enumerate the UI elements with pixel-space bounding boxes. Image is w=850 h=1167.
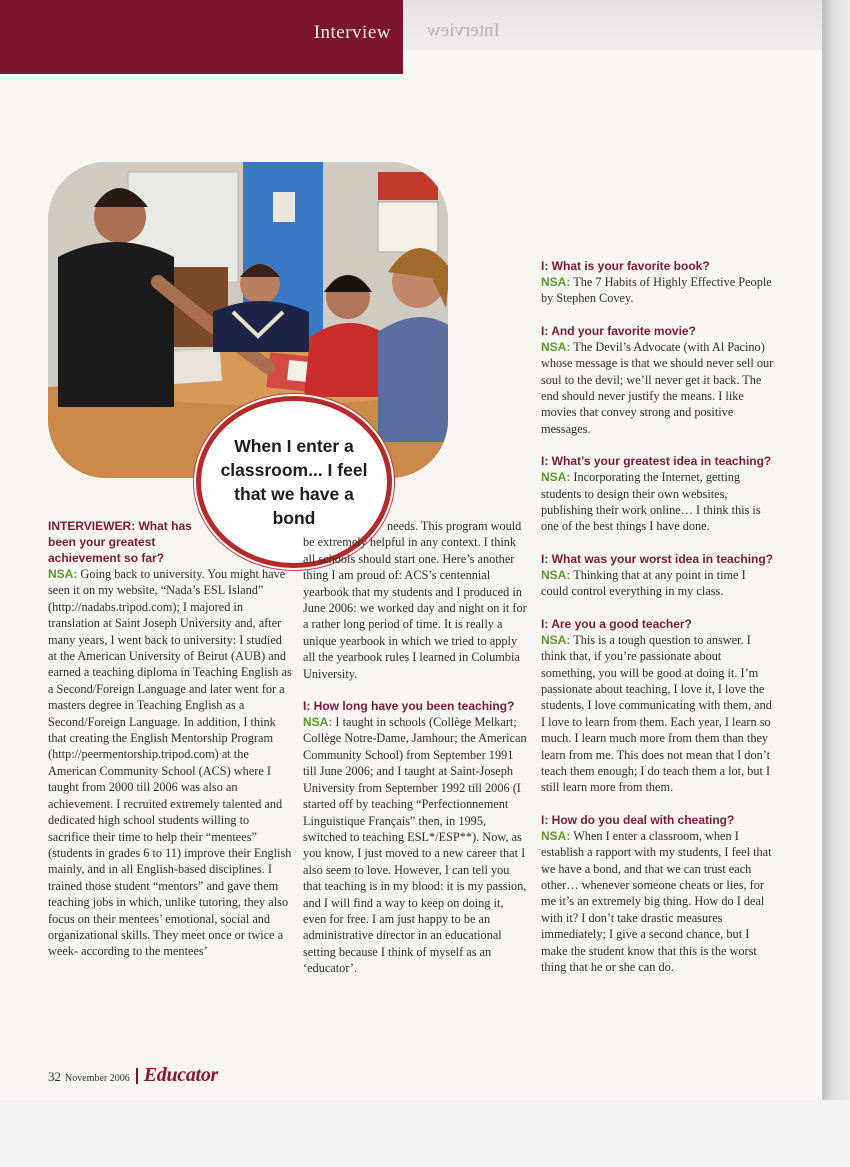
answer-text: The 7 Habits of Highly Effective People by Stephen Covey. [541, 275, 772, 306]
article-column-1 [48, 518, 293, 960]
nsa-label: NSA: [541, 275, 571, 289]
nsa-label: NSA: [303, 715, 333, 730]
interview-question: I: And your favorite movie? [541, 323, 696, 338]
interview-answer [541, 567, 776, 600]
nsa-label: NSA: [541, 567, 571, 582]
page-footer [48, 1064, 218, 1088]
answer-text: The Devil’s Advocate (with Al Pacino) whose message is that we should never sell our soul to the devil; we’ll never get it back. The end should never justify the means. I like movies that convey strong and positive messages. [541, 339, 774, 436]
nsa-label: NSA: [48, 567, 78, 581]
nsa-label: NSA: [541, 828, 571, 843]
interview-question: INTERVIEWER: What has been your greatest achievement so far? [48, 519, 192, 565]
magazine-logo: Educator [143, 1064, 218, 1086]
show-through-title: Interview [427, 20, 500, 41]
interview-question: I: What’s your greatest idea in teaching? [541, 454, 772, 469]
article-column-2 [303, 518, 528, 977]
interview-answer [541, 274, 776, 307]
nsa-label: NSA: [541, 339, 571, 354]
interview-answer [303, 714, 528, 977]
page-edge-shadow [822, 0, 850, 1100]
nsa-label: NSA: [541, 632, 571, 647]
issue-date: November 2006 [65, 1073, 130, 1084]
page-number: 32 [48, 1069, 61, 1084]
answer-text: I taught in schools (Collège Melkart; Collège Notre-Dame, Jamhour; the American Community School) from September 1991 till June 2006; and I taught at Saint-Joseph University from September 1992 till 2006 (I started off by teaching “Perfectionnement Linguistique Français” then, in 1995, switched to teaching ESL*/ESP**). Now, as you know, I just moved to a new career that I also seem to love. However, I can tell you that teaching is in my blood: it is my passion, and I will find a way to keep on doing it, even for free. I am just happy to be an administrative director in an educational setting because I think of myself as an ‘educator’. [303, 715, 527, 976]
article-column-3 [541, 258, 776, 975]
interview-answer [541, 632, 776, 796]
answer-continued [303, 518, 528, 682]
interview-answer [48, 566, 293, 960]
interview-question: I: Are you a good teacher? [541, 616, 692, 631]
pull-quote-text: When I enter a classroom... I feel that we have a bond [220, 436, 368, 528]
scan-background [0, 1100, 850, 1167]
interview-answer [541, 828, 776, 976]
answer-text: Incorporating the Internet, getting students to design their own websites, publishing their work online… I think this is one of the best things I have done. [541, 470, 761, 534]
nsa-label: NSA: [541, 470, 571, 485]
interview-question: I: How do you deal with cheating? [541, 812, 735, 827]
answer-continued-text: needs. This program would be extremely helpful in any context. I think all schools should start one. Here’s another thing I am proud of: ACS’s centennial yearbook that my students and I produced in June 2006: we worked day and night on it for a rather long period of time. It is really a unique yearbook in which we tried to apply all the yearbook rules I learned in Columbia University. [303, 519, 527, 681]
interview-answer [541, 469, 776, 535]
answer-text: When I enter a classroom, when I establish a rapport with my students, I feel that we have a bond, and that we can trust each other… whenever someone cheats or lies, for me it’s an extremely big thing. How do I deal with it? I don’t take drastic measures immediately; I give a second chance, but I make the student know that this is the worst thing that he or she can do. [541, 828, 772, 974]
interview-answer [541, 339, 776, 437]
show-through-header [403, 0, 822, 50]
interview-question: I: What is your favorite book? [541, 259, 710, 273]
answer-text: Thinking that at any point in time I could control everything in my class. [541, 567, 746, 599]
answer-text: This is a tough question to answer. I think that, if you’re passionate about something, you will be good at doing it. I’m passionate about teaching, I love it, I love the students, I love communicating with them, and I love to learn from them. Each year, I learn so much. I learn much more from them than they learn from me. This does not mean that I don’t teach them enough; I do teach them a lot, but I still learn more from them. [541, 632, 772, 795]
interview-question: I: What was your worst idea in teaching? [541, 551, 774, 566]
answer-text: Going back to university. You might have seen it on my website, “Nada’s ESL Island” (http://nadabs.tripod.com); I majored in translation at Saint Joseph University and, after many years, I went back to university: I studied at the American University of Beirut (AUB) and earned a teaching diploma in Teaching English as a Second/Foreign Language and later went for a masters degree in Teaching English as a Second/Foreign Language. In addition, I think that creating the English Mentorship Program (http://peermentorship.tripod.com) at the American Community School (ACS) where I taught from 2000 till 2006 was also an achievement. I recruited extremely talented and dedicated high school students willing to sacrifice their time to help their “mentees” (students in grades 6 to 11) improve their English mainly, and in all English-based disciplines. I trained those student “mentors” and gave them teaching jobs in which, unlike tutoring, they also focus on their mentees’ emotional, social and organizational skills. They meet once or twice a week- according to the mentees’ [48, 567, 292, 959]
section-header [0, 0, 403, 74]
footer-divider [136, 1068, 138, 1084]
section-title: Interview [313, 22, 391, 43]
interview-question: I: How long have you been teaching? [303, 699, 515, 714]
